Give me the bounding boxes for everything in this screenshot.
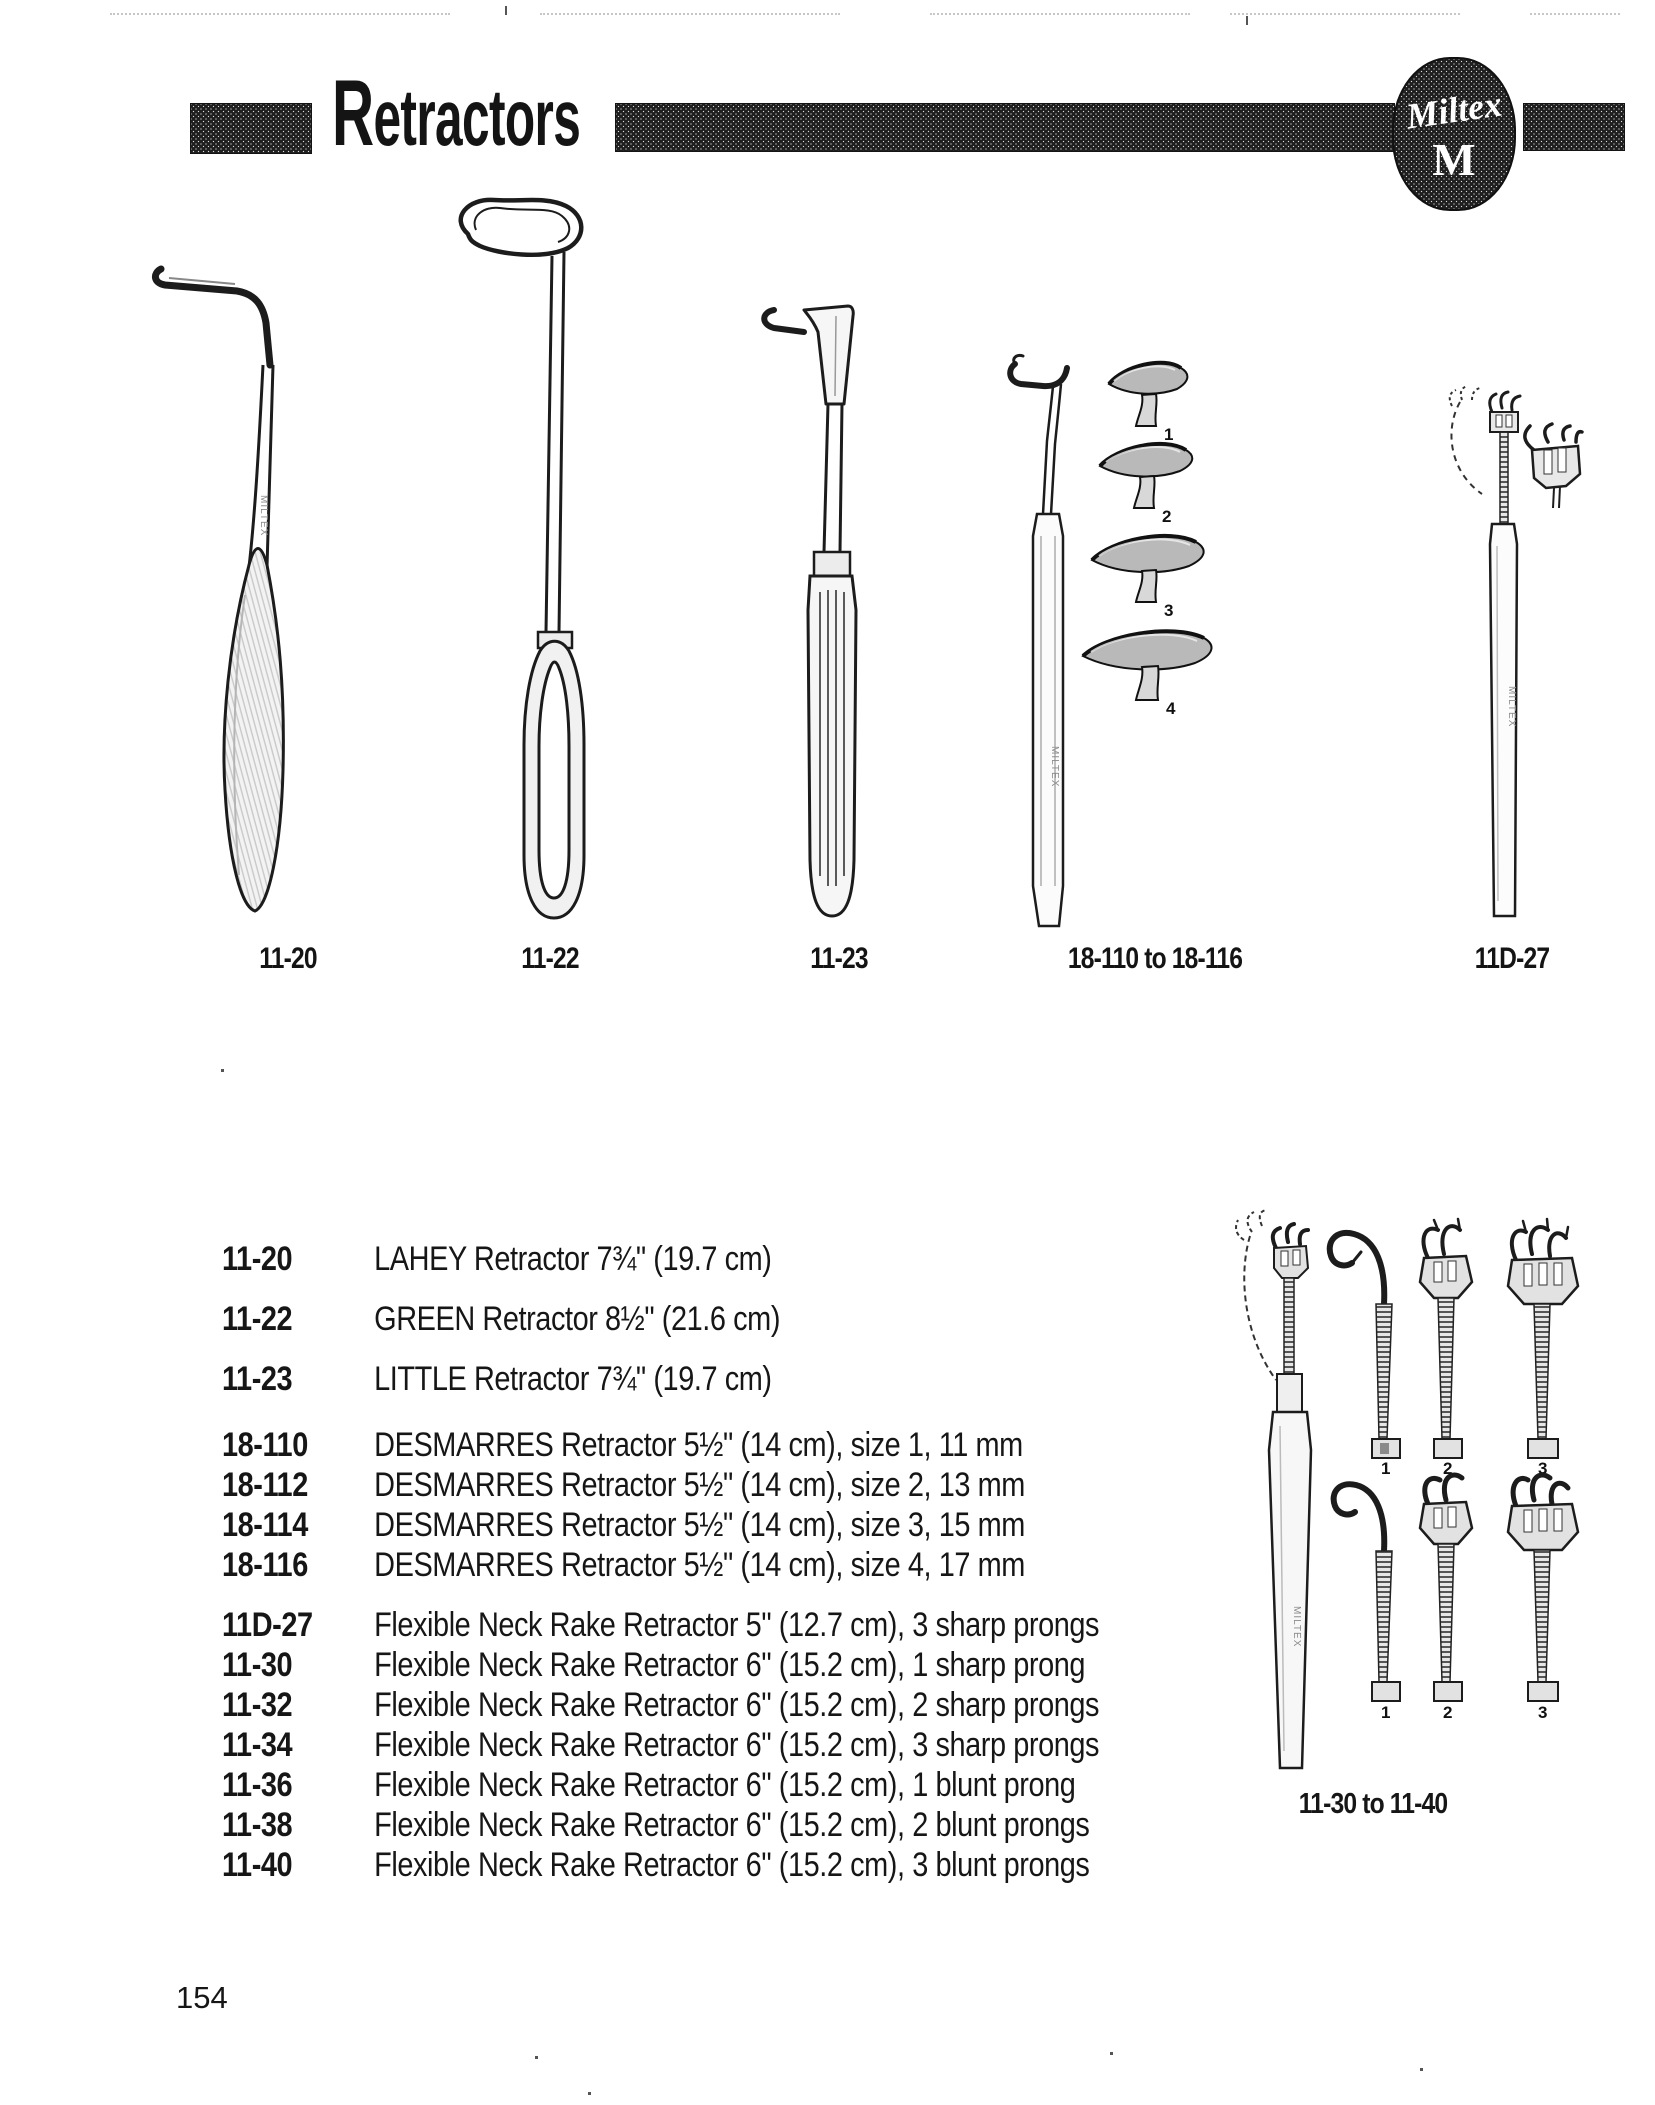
- scan-speck: [221, 1069, 224, 1072]
- sharp-prong-tip-3: [1508, 1219, 1578, 1478]
- scan-noise-line: [930, 13, 1190, 15]
- catalog-description: DESMARRES Retractor 5½" (14 cm), size 4, 17 mm: [374, 1546, 1025, 1584]
- catalog-row: [222, 1242, 780, 1276]
- catalog-row: [222, 1302, 780, 1336]
- catalog-group: [222, 1242, 780, 1422]
- scan-noise-line: [110, 13, 450, 15]
- page-title-initial: R: [332, 60, 374, 165]
- rake-tip-detail-inset: [1525, 424, 1582, 508]
- flexible-rake-instrument: [1236, 1210, 1311, 1768]
- sharp-prong-tip-1: [1330, 1233, 1400, 1478]
- catalog-description: GREEN Retractor 8½" (21.6 cm): [374, 1300, 781, 1338]
- header-bar-long: [615, 103, 1395, 152]
- catalog-row: [222, 1508, 1025, 1542]
- catalog-row: [222, 1728, 1099, 1762]
- catalog-number: 11-32: [222, 1686, 293, 1724]
- catalog-description: Flexible Neck Rake Retractor 6" (15.2 cm), 2 sharp prongs: [374, 1686, 1100, 1724]
- miltex-logo-monogram: M: [1432, 134, 1476, 185]
- scan-speck: [1246, 16, 1248, 25]
- catalog-row: [222, 1768, 1099, 1802]
- scan-speck: [588, 2092, 591, 2095]
- blunt-prong-tip-1: [1334, 1484, 1400, 1722]
- catalog-number: 11D-27: [222, 1606, 313, 1644]
- desmarres-blade-size-2: [1100, 444, 1192, 526]
- page-number: 154: [176, 1980, 228, 2015]
- tip-size-label: 2: [1443, 1703, 1453, 1722]
- catalog-row: [222, 1808, 1099, 1842]
- catalog-number: 18-116: [222, 1546, 308, 1584]
- tip-size-label: 2: [1443, 1459, 1453, 1478]
- catalog-number: 11-38: [222, 1806, 293, 1844]
- engraving-text: MILTEX: [1506, 686, 1517, 728]
- catalog-row: [222, 1608, 1099, 1642]
- scan-speck: [505, 6, 507, 15]
- catalog-row: [222, 1688, 1099, 1722]
- desmarres-blade-size-4: [1083, 631, 1211, 718]
- desmarres-retractor-figure: [1003, 346, 1083, 942]
- catalog-description: Flexible Neck Rake Retractor 6" (15.2 cm), 2 blunt prongs: [374, 1806, 1090, 1844]
- miltex-logo: [1392, 57, 1516, 211]
- desmarres-blade-size-1: [1109, 363, 1187, 444]
- catalog-description: DESMARRES Retractor 5½" (14 cm), size 1, 11 mm: [374, 1426, 1023, 1464]
- figure-label-11-22: 11-22: [521, 942, 579, 975]
- rake-retractor-group-figure: [1228, 1206, 1613, 1786]
- figure-caption-11-30-to-11-40: 11-30 to 11-40: [1298, 1788, 1448, 1820]
- catalog-description: LAHEY Retractor 7¾" (19.7 cm): [374, 1240, 772, 1278]
- flexible-rake-retractor-figure: [1430, 386, 1590, 931]
- catalog-group: [222, 1608, 1099, 1888]
- tip-size-label: 1: [1381, 1459, 1391, 1478]
- catalog-number: 18-112: [222, 1466, 308, 1504]
- tip-size-label: 1: [1381, 1703, 1391, 1722]
- figure-label-11d-27: 11D-27: [1474, 942, 1550, 975]
- catalog-number: 11-40: [222, 1846, 293, 1884]
- catalog-number: 11-22: [222, 1300, 293, 1338]
- catalog-number: 11-34: [222, 1726, 293, 1764]
- catalog-description: Flexible Neck Rake Retractor 5" (12.7 cm), 3 sharp prongs: [374, 1606, 1100, 1644]
- catalog-number: 11-30: [222, 1646, 293, 1684]
- catalog-number: 18-110: [222, 1426, 308, 1464]
- page-title-rest: etractors: [373, 73, 581, 162]
- scan-speck: [535, 2056, 538, 2059]
- catalog-group: [222, 1428, 1025, 1588]
- tip-size-label: 3: [1538, 1703, 1548, 1722]
- desmarres-blade-size-3: [1092, 536, 1204, 620]
- figure-label-11-20: 11-20: [259, 942, 317, 975]
- catalog-row: [222, 1362, 780, 1396]
- catalog-row: [222, 1848, 1099, 1882]
- catalog-description: Flexible Neck Rake Retractor 6" (15.2 cm), 3 blunt prongs: [374, 1846, 1090, 1884]
- engraving-text: MILTEX: [1049, 746, 1060, 788]
- catalog-row: [222, 1548, 1025, 1582]
- little-retractor-figure: [752, 276, 907, 938]
- blunt-prong-tip-2: [1420, 1475, 1472, 1722]
- blade-size-label: 2: [1162, 507, 1172, 526]
- catalog-description: DESMARRES Retractor 5½" (14 cm), size 3, 15 mm: [374, 1506, 1025, 1544]
- figure-label-18-110: 18-110 to 18-116: [1067, 942, 1243, 975]
- blade-size-label: 4: [1166, 699, 1176, 718]
- figure-label-11-23: 11-23: [810, 942, 868, 975]
- catalog-description: DESMARRES Retractor 5½" (14 cm), size 2, 13 mm: [374, 1466, 1025, 1504]
- engraving-text: MILTEX: [1291, 1606, 1302, 1648]
- miltex-logo-script: Miltex: [1403, 83, 1505, 137]
- scan-noise-line: [1230, 13, 1460, 15]
- catalog-row: [222, 1648, 1099, 1682]
- blade-size-label: 1: [1164, 425, 1174, 444]
- lahey-retractor-figure: [145, 235, 315, 925]
- catalog-description: Flexible Neck Rake Retractor 6" (15.2 cm), 1 sharp prong: [374, 1646, 1086, 1684]
- scan-noise-line: [540, 13, 840, 15]
- catalog-description: Flexible Neck Rake Retractor 6" (15.2 cm), 3 sharp prongs: [374, 1726, 1100, 1764]
- green-retractor-figure: [440, 190, 615, 930]
- header-bar-right: [1523, 103, 1625, 151]
- catalog-number: 11-36: [222, 1766, 293, 1804]
- sharp-prong-tip-2: [1420, 1219, 1472, 1478]
- tip-size-label: 3: [1538, 1459, 1548, 1478]
- catalog-number: 18-114: [222, 1506, 308, 1544]
- blunt-prong-tip-3: [1508, 1475, 1578, 1722]
- engraving-text: MILTEX: [258, 495, 269, 537]
- catalog-row: [222, 1468, 1025, 1502]
- scan-speck: [1420, 2068, 1423, 2071]
- scan-noise-line: [1530, 13, 1620, 15]
- catalog-row: [222, 1428, 1025, 1462]
- catalog-description: Flexible Neck Rake Retractor 6" (15.2 cm), 1 blunt prong: [374, 1766, 1076, 1804]
- catalog-description: LITTLE Retractor 7¾" (19.7 cm): [374, 1360, 772, 1398]
- scan-speck: [1110, 2052, 1113, 2055]
- catalog-number: 11-20: [222, 1240, 293, 1278]
- blade-size-label: 3: [1164, 601, 1174, 620]
- page-title: [332, 60, 581, 165]
- catalog-number: 11-23: [222, 1360, 293, 1398]
- desmarres-blade-sizes-figure: [1080, 352, 1260, 732]
- header-bar-left: [190, 103, 312, 154]
